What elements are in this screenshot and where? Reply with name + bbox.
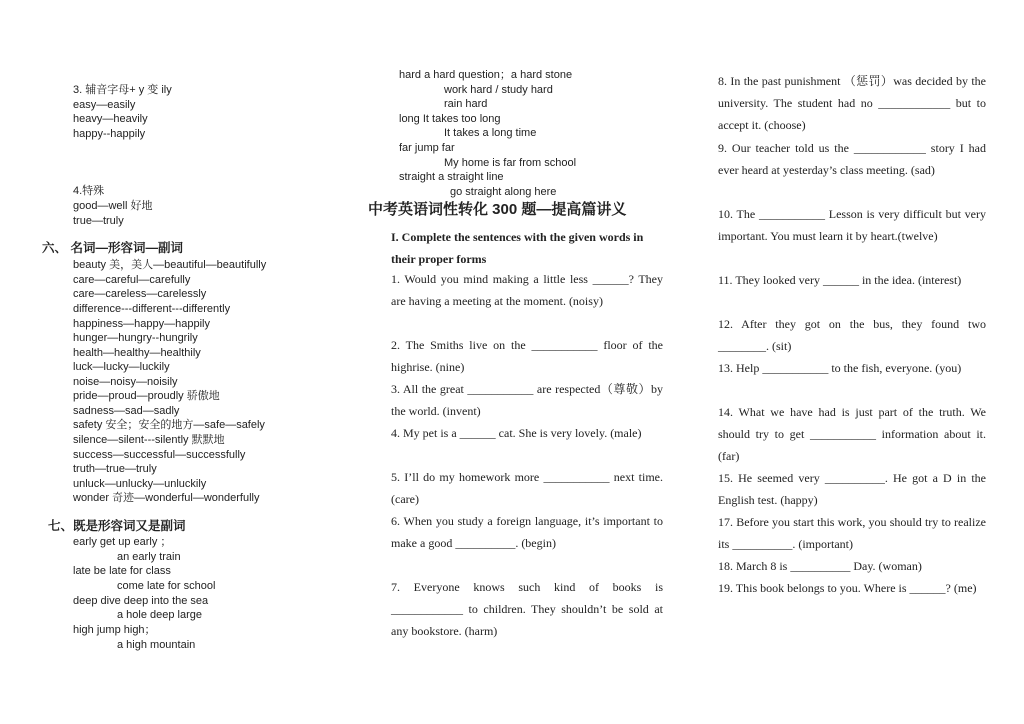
- word-line: success—successful—successfully: [73, 449, 246, 461]
- question: 14. What we have had is just part of the truth. We should try to get ___________ information about it. (far): [718, 405, 986, 463]
- word-line: rain hard: [444, 98, 488, 110]
- word-line: care—careless—carelessly: [73, 288, 207, 300]
- word-line: heavy—heavily: [73, 113, 148, 125]
- word-line: hunger—hungry--hungrily: [73, 332, 198, 344]
- word-line: deep dive deep into the sea: [73, 595, 209, 607]
- question: 18. March 8 is __________ Day. (woman): [718, 559, 922, 573]
- word-line: care—careful—carefully: [73, 274, 191, 286]
- word-line: wonder 奇迹—wonderful—wonderfully: [73, 492, 260, 504]
- page-title: 中考英语词性转化 300 题—提高篇讲义: [368, 201, 627, 218]
- question: 2. The Smiths live on the ___________ floor of the highrise. (nine): [391, 338, 663, 374]
- question: 5. I’ll do my homework more ___________ next time. (care): [391, 470, 663, 506]
- question: 10. The ___________ Lesson is very difficult but very important. You must learn it by heart.(twelve): [718, 207, 986, 243]
- word-line: noise—noisy—noisily: [73, 376, 178, 388]
- word-line: truth—true—truly: [73, 463, 157, 475]
- word-line: safety 安全；安全的地方—safe—safely: [73, 419, 265, 431]
- question: 15. He seemed very __________. He got a D in the English test. (happy): [718, 471, 986, 507]
- word-line: high jump high；: [73, 624, 156, 636]
- word-line: beauty 美，美人—beautiful—beautifully: [73, 259, 267, 271]
- word-line: work hard / study hard: [444, 84, 553, 96]
- word-line: silence—silent---silently 默默地: [73, 434, 225, 446]
- word-line: 4.特殊: [73, 185, 105, 197]
- word-line: sadness—sad—sadly: [73, 405, 180, 417]
- question: 7. Everyone knows such kind of books is ____________ to children. They shouldn’t be sold at any bookstore. (harm): [391, 580, 663, 638]
- word-line: happiness—happy—happily: [73, 318, 210, 330]
- word-line: health—healthy—healthily: [73, 347, 201, 359]
- question: 3. All the great ___________ are respected（尊敬）by the world. (invent): [391, 382, 663, 418]
- question: 4. My pet is a ______ cat. She is very lovely. (male): [391, 426, 642, 440]
- word-line: happy--happily: [73, 128, 146, 140]
- word-line: come late for school: [117, 580, 216, 592]
- question: 19. This book belongs to you. Where is ______? (me): [718, 581, 977, 595]
- word-line: a high mountain: [117, 639, 196, 651]
- word-line: easy—easily: [73, 99, 136, 111]
- word-line: luck—lucky—luckily: [73, 361, 170, 373]
- word-line: go straight along here: [450, 186, 557, 198]
- question: 9. Our teacher told us the ____________ story I had ever heard at yesterday’s class meeting. (sad): [718, 141, 986, 177]
- question: 13. Help ___________ to the fish, everyone. (you): [718, 361, 962, 375]
- instruction: I. Complete the sentences with the given words in their proper forms: [391, 230, 644, 266]
- word-line: 3. 辅音字母+ y 变 ily: [73, 84, 172, 96]
- word-line: pride—proud—proudly 骄傲地: [73, 390, 220, 402]
- question: 11. They looked very ______ in the idea. (interest): [718, 273, 962, 287]
- section-heading: 七、既是形容词又是副词: [48, 519, 186, 533]
- word-line: early get up early ；: [73, 536, 172, 548]
- question: 17. Before you start this work, you should try to realize its __________. (important): [718, 515, 986, 551]
- question: 8. In the past punishment （惩罚）was decided by the university. The student had no ____________ but to accept it. (choose): [718, 74, 986, 132]
- question: 6. When you study a foreign language, it’s important to make a good __________. (begin): [391, 514, 663, 550]
- question: 12. After they got on the bus, they found two ________. (sit): [718, 317, 986, 353]
- word-line: far jump far: [399, 142, 455, 154]
- word-line: It takes a long time: [444, 127, 537, 139]
- word-line: My home is far from school: [444, 157, 577, 169]
- word-line: a hole deep large: [117, 609, 203, 621]
- section-heading: 六、 名词—形容词—副词: [42, 241, 183, 255]
- question: 1. Would you mind making a little less ______? They are having a meeting at the moment. (noisy): [391, 272, 663, 308]
- word-line: difference---different---differently: [73, 303, 231, 315]
- word-line: good—well 好地: [73, 200, 153, 212]
- word-line: straight a straight line: [399, 171, 504, 183]
- word-line: long It takes too long: [399, 113, 501, 125]
- word-line: unluck—unlucky—unluckily: [73, 478, 207, 490]
- word-line: late be late for class: [73, 565, 171, 577]
- word-line: true—truly: [73, 215, 124, 227]
- word-line: hard a hard question；a hard stone: [399, 69, 573, 81]
- word-line: an early train: [117, 551, 181, 563]
